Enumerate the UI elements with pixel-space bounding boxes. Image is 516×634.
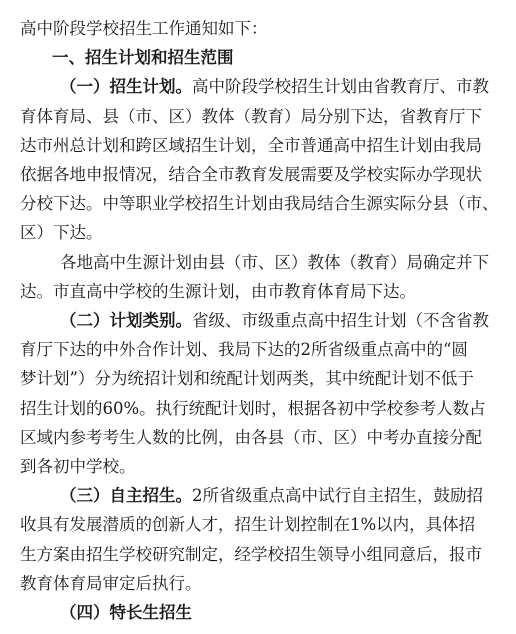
- paragraph-line: [0, 248, 516, 278]
- paragraph-line: [0, 452, 516, 482]
- paragraph-line: [0, 510, 516, 540]
- paragraph-text: 区）下达。: [20, 223, 103, 243]
- paragraph-text: 省级、市级重点高中招生计划（不含省教: [192, 311, 489, 330]
- paragraph-line: [0, 189, 516, 219]
- paragraph-text: 区域内参考考生人数的比例，由各县（市、区）中考办直接分配: [20, 427, 482, 447]
- paragraph-line: [0, 160, 516, 190]
- paragraph-text: 生方案由招生学校研究制定，经学校招生领导小组同意后，报市: [20, 544, 482, 564]
- paragraph-text: 教育体育局审定后执行。: [20, 573, 202, 593]
- paragraph-text: 分校下达。中等职业学校招生计划由我局结合生源实际分县（市、: [20, 194, 499, 214]
- paragraph-line: [0, 306, 516, 336]
- paragraph-text: 达。市直高中学校的生源计划，由市教育体育局下达。: [20, 281, 416, 301]
- section-heading: 一、招生计划和招生范围: [52, 48, 234, 68]
- paragraph-line: [0, 364, 516, 394]
- paragraph-text: 梦计划”）分为统招计划和统配计划两类，其中统配计划不低于: [20, 369, 474, 389]
- subsection-label: （三）自主招生。: [60, 486, 192, 506]
- paragraph-line: [0, 277, 516, 307]
- paragraph-text: 2所省级重点高中试行自主招生，鼓励招: [192, 486, 483, 506]
- paragraph-line: [0, 218, 516, 248]
- subsection-label: （一）招生计划。: [60, 77, 192, 97]
- subsection-label: （二）计划类别。: [60, 311, 192, 330]
- paragraph-line: [0, 423, 516, 453]
- subsection-label: （四）特长生招生: [60, 603, 192, 622]
- intro-line: [0, 14, 516, 44]
- paragraph-line: [0, 102, 516, 132]
- paragraph-text: 到各初中学校。: [20, 457, 136, 476]
- paragraph-text: 依据各地申报情况，结合全市教育发展需要及学校实际办学现状: [20, 165, 482, 184]
- paragraph-line: [0, 131, 516, 161]
- paragraph-line: [0, 569, 516, 599]
- paragraph-text: 育厅下达的中外合作计划、我局下达的2所省级重点高中的“圆: [20, 340, 468, 360]
- intro-text: 高中阶段学校招生工作通知如下：: [20, 19, 268, 38]
- paragraph-text: 招生计划的60%。执行统配计划时，根据各初中学校参考人数占: [20, 398, 486, 418]
- heading-line: [0, 43, 516, 73]
- paragraph-text: 高中阶段学校招生计划由省教育厅、市教: [192, 77, 489, 97]
- paragraph-text: 收具有发展潜质的创新人才，招生计划控制在1%以内，具体招: [20, 515, 476, 535]
- paragraph-line: [0, 394, 516, 424]
- paragraph-text: 达市州总计划和跨区域招生计划，全市普通高中招生计划由我局: [20, 135, 482, 155]
- paragraph-line: [0, 540, 516, 570]
- paragraph-text: 各地高中生源计划由县（市、区）教体（教育）局确定并下: [60, 252, 489, 272]
- paragraph-line: [0, 481, 516, 511]
- paragraph-text: 育体育局、县（市、区）教体（教育）局分别下达，省教育厅下: [20, 106, 482, 126]
- paragraph-line: [0, 72, 516, 102]
- paragraph-line: [0, 598, 516, 628]
- paragraph-line: [0, 335, 516, 365]
